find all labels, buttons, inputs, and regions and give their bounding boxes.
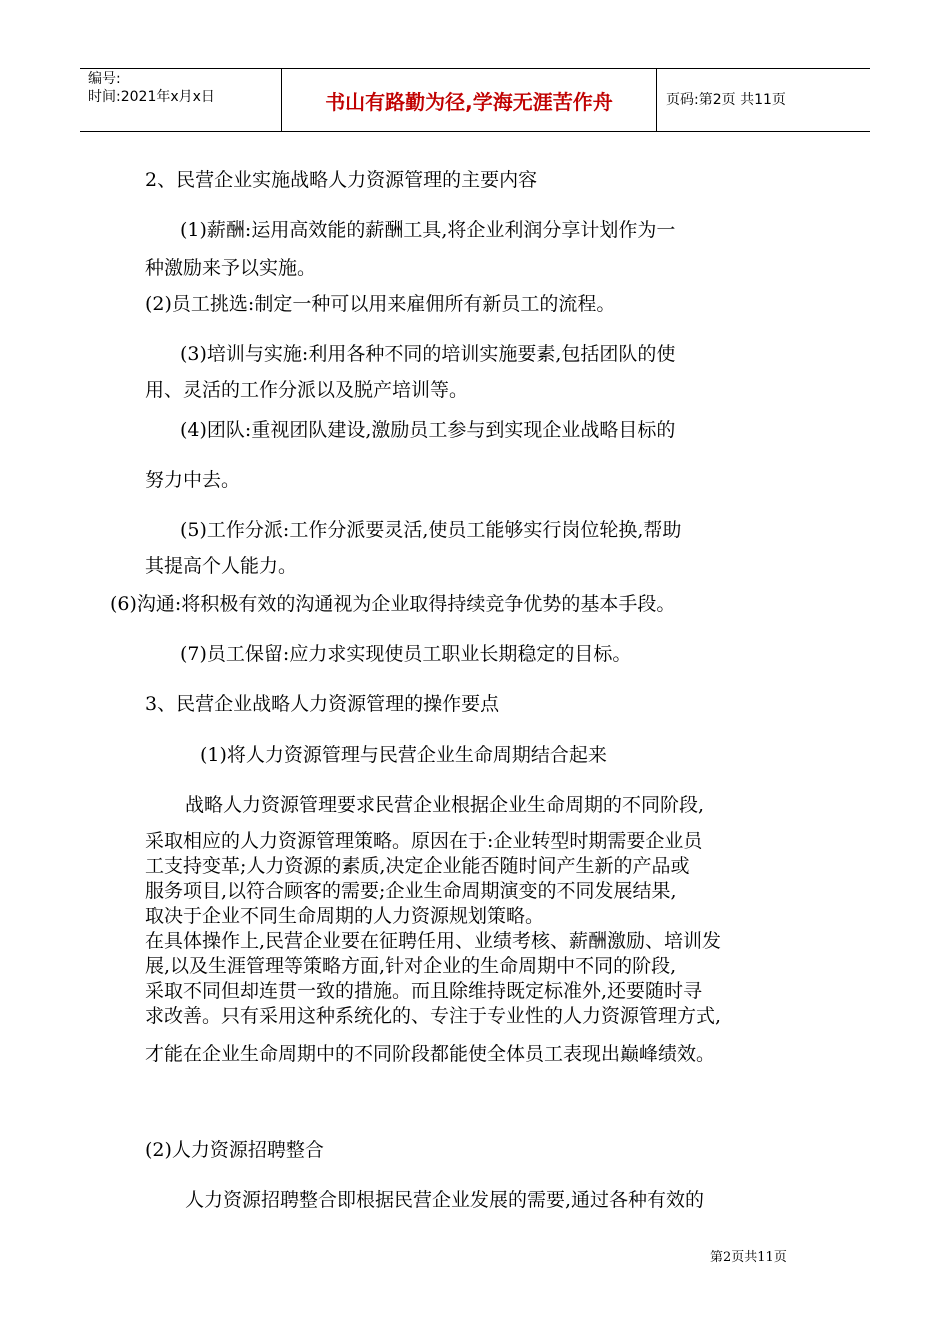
- paragraph-line: 服务项目,以符合顾客的需要;企业生命周期演变的不同发展结果,: [145, 880, 677, 902]
- paragraph-line: 取决于企业不同生命周期的人力资源规划策略。: [145, 905, 545, 927]
- header-page-info: 页码:第2页 共11页: [666, 91, 786, 108]
- paragraph-line: 在具体操作上,民营企业要在征聘任用、业绩考核、薪酬激励、培训发: [145, 930, 722, 952]
- subsection-heading: (2)人力资源招聘整合: [145, 1139, 324, 1161]
- section-heading: 3、民营企业战略人力资源管理的操作要点: [145, 693, 500, 715]
- section-heading: 2、民营企业实施战略人力资源管理的主要内容: [145, 169, 538, 191]
- paragraph-line: 求改善。只有采用这种系统化的、专注于专业性的人力资源管理方式,: [145, 1005, 722, 1027]
- document-number: 编号:: [88, 71, 121, 87]
- paragraph-line: (2)员工挑选:制定一种可以用来雇佣所有新员工的流程。: [145, 293, 616, 315]
- paragraph-line: (1)薪酬:运用高效能的薪酬工具,将企业利润分享计划作为一: [180, 219, 676, 241]
- paragraph-line: (7)员工保留:应力求实现使员工职业长期稳定的目标。: [180, 643, 632, 665]
- paragraph-line: 展,以及生涯管理等策略方面,针对企业的生命周期中不同的阶段,: [145, 955, 677, 977]
- paragraph-line: 战略人力资源管理要求民营企业根据企业生命周期的不同阶段,: [185, 794, 705, 816]
- paragraph-line: (6)沟通:将积极有效的沟通视为企业取得持续竞争优势的基本手段。: [110, 593, 676, 615]
- paragraph-line: (4)团队:重视团队建设,激励员工参与到实现企业战略目标的: [180, 419, 676, 441]
- paragraph-line: 其提高个人能力。: [145, 555, 298, 577]
- motto: 书山有路勤为径,学海无涯苦作舟: [325, 89, 613, 114]
- footer-page-number: 第2页共11页: [710, 1250, 787, 1265]
- paragraph-line: 工支持变革;人力资源的素质,决定企业能否随时间产生新的产品或: [145, 855, 690, 877]
- header-meta-cell: [80, 69, 281, 131]
- document-date: 时间:2021年x月x日: [88, 89, 215, 105]
- paragraph-line: 用、灵活的工作分派以及脱产培训等。: [145, 379, 469, 401]
- header-motto-cell: [281, 69, 657, 131]
- subsection-heading: (1)将人力资源管理与民营企业生命周期结合起来: [200, 744, 607, 766]
- paragraph-line: (5)工作分派:工作分派要灵活,使员工能够实行岗位轮换,帮助: [180, 519, 682, 541]
- paragraph-line: (3)培训与实施:利用各种不同的培训实施要素,包括团队的使: [180, 343, 676, 365]
- paragraph-line: 采取不同但却连贯一致的措施。而且除维持既定标准外,还要随时寻: [145, 980, 703, 1002]
- header-page-cell: [656, 69, 870, 131]
- header-table: [80, 68, 870, 132]
- paragraph-line: 种激励来予以实施。: [145, 257, 317, 279]
- paragraph-line: 人力资源招聘整合即根据民营企业发展的需要,通过各种有效的: [185, 1189, 705, 1211]
- paragraph-line: 采取相应的人力资源管理策略。原因在于:企业转型时期需要企业员: [145, 830, 703, 852]
- paragraph-line: 才能在企业生命周期中的不同阶段都能使全体员工表现出巅峰绩效。: [145, 1043, 716, 1065]
- paragraph-line: 努力中去。: [145, 469, 241, 491]
